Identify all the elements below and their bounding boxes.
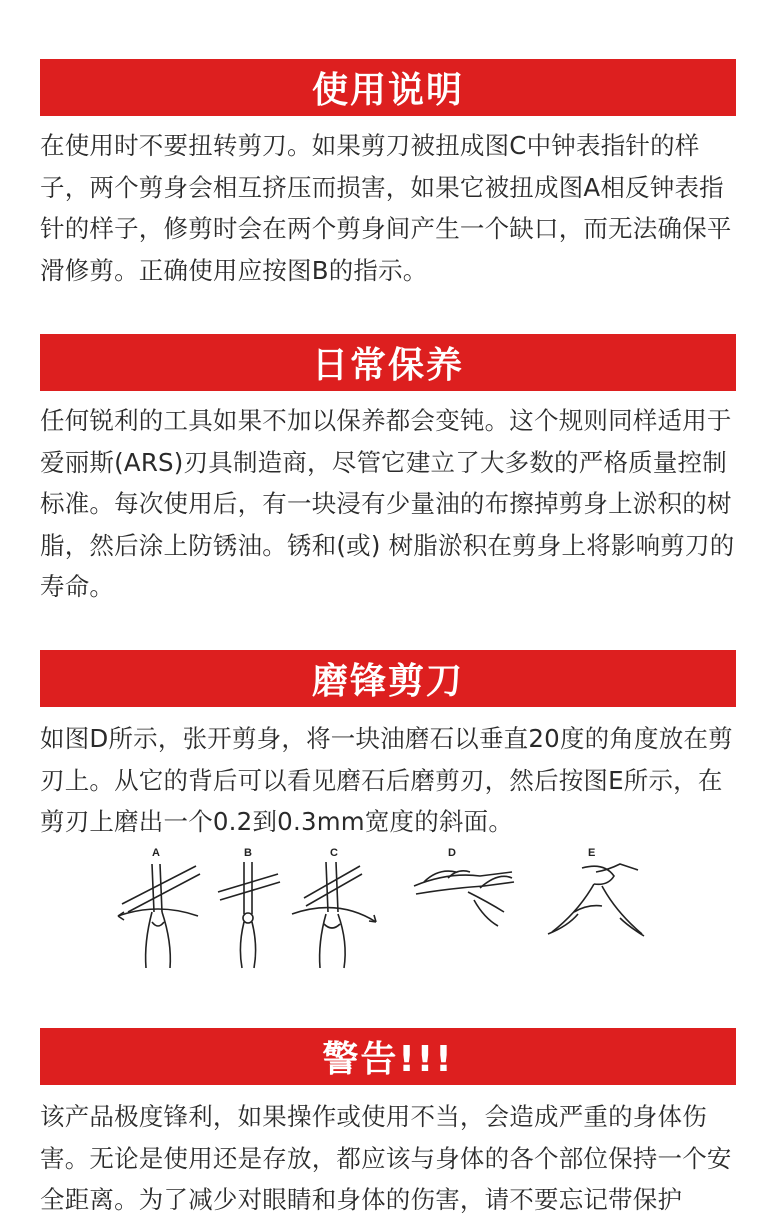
section-banner-sharpening [40, 650, 736, 707]
section-body-sharpening: 如图D所示，张开剪身，将一块油磨石以垂直20度的角度放在剪刃上。从它的背后可以看见磨石后磨剪刃，然后按图E所示，在剪刃上磨出一个0.2到0.3mm宽度的斜面。 [40, 724, 733, 836]
section-title-warning: 警告!!! [322, 1039, 454, 1080]
section-banner-warning [40, 1028, 736, 1085]
figure-e [548, 847, 644, 936]
figure-b [218, 847, 280, 968]
section-body-usage: 在使用时不要扭转剪刀。如果剪刀被扭成图C中钟表指针的样子，两个剪身会相互挤压而损害，如果它被扭成图A相反钟表指针的样子，修剪时会在两个剪身间产生一个缺口，而无法确保平滑修剪。正确使用应按图B的指示。 [40, 131, 732, 285]
pruning-shears-diagram [108, 842, 668, 972]
section-title-maintenance: 日常保养 [311, 345, 464, 386]
section-body-maintenance: 任何锐利的工具如果不加以保养都会变钝。这个规则同样适用于爱丽斯(ARS)刃具制造商，尽管它建立了大多数的严格质量控制标准。每次使用后，有一块浸有少量油的布擦掉剪身上淤积的树脂，然后涂上防锈油。锈和(或) 树脂淤积在剪身上将影响剪刀的寿命。 [40, 406, 735, 601]
section-banner-usage [40, 59, 736, 116]
figure-label-e: E [588, 847, 596, 859]
figure-label-b: B [244, 847, 252, 859]
figure-c [292, 847, 376, 968]
section-title-usage: 使用说明 [311, 70, 464, 111]
figure-label-c: C [330, 847, 338, 859]
figure-label-d: D [448, 847, 456, 859]
section-banner-maintenance [40, 334, 736, 391]
figure-label-a: A [152, 847, 160, 859]
figure-d [414, 847, 514, 926]
figure-a [118, 847, 200, 968]
section-title-sharpening: 磨锋剪刀 [311, 661, 464, 702]
section-body-warning: 该产品极度锋利，如果操作或使用不当，会造成严重的身体伤害。无论是使用还是存放，都应该与身体的各个部位保持一个安全距离。为了减少对眼睛和身体的伤害，请不要忘记带保护 [40, 1102, 732, 1214]
